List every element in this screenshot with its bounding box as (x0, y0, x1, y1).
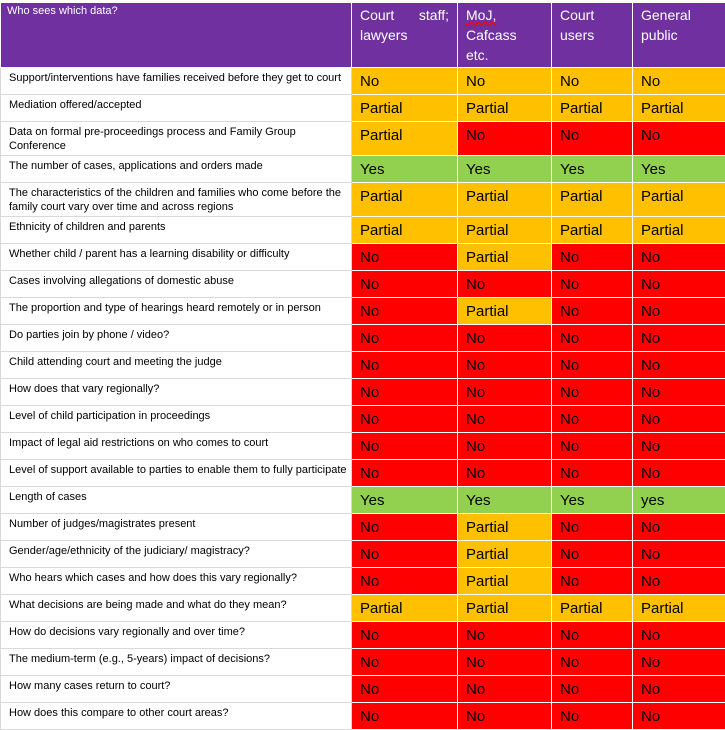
cell-court-users: No (552, 406, 633, 433)
row-question: Do parties join by phone / video? (1, 325, 352, 352)
cell-court-staff-lawyers: No (352, 406, 458, 433)
header-general-public: General public (633, 3, 725, 68)
table-row (1, 649, 725, 676)
row-question: The proportion and type of hearings heard remotely or in person (1, 298, 352, 325)
cell-general-public: No (633, 622, 725, 649)
table-row (1, 433, 725, 460)
cell-general-public: Partial (633, 183, 725, 217)
cell-court-users: Yes (552, 156, 633, 183)
cell-moj-cafcass: Partial (458, 95, 552, 122)
row-question: Level of child participation in proceedings (1, 406, 352, 433)
table-row (1, 68, 725, 95)
row-question: Who hears which cases and how does this vary regionally? (1, 568, 352, 595)
cell-court-staff-lawyers: No (352, 271, 458, 298)
cell-court-staff-lawyers: No (352, 514, 458, 541)
header-court-users: Court users (552, 3, 633, 68)
cell-general-public: No (633, 271, 725, 298)
header-court-staff-lawyers: Court staff; lawyers (352, 3, 458, 68)
cell-court-users: No (552, 68, 633, 95)
table-row (1, 703, 725, 730)
row-question: Child attending court and meeting the judge (1, 352, 352, 379)
cell-moj-cafcass: No (458, 406, 552, 433)
cell-general-public: No (633, 352, 725, 379)
cell-court-users: No (552, 568, 633, 595)
cell-moj-cafcass: No (458, 622, 552, 649)
cell-court-users: No (552, 433, 633, 460)
cell-moj-cafcass: No (458, 433, 552, 460)
row-question: Ethnicity of children and parents (1, 217, 352, 244)
row-question: Whether child / parent has a learning disability or difficulty (1, 244, 352, 271)
cell-court-users: No (552, 298, 633, 325)
row-question: The medium-term (e.g., 5-years) impact of decisions? (1, 649, 352, 676)
table-row (1, 379, 725, 406)
cell-court-staff-lawyers: Partial (352, 595, 458, 622)
row-question: The characteristics of the children and families who come before the family court vary over time and across regions (1, 183, 352, 217)
table-row (1, 325, 725, 352)
table-row (1, 298, 725, 325)
cell-court-users: Partial (552, 217, 633, 244)
cell-court-staff-lawyers: Yes (352, 156, 458, 183)
cell-general-public: No (633, 325, 725, 352)
table-row (1, 352, 725, 379)
row-question: Number of judges/magistrates present (1, 514, 352, 541)
table-row (1, 568, 725, 595)
row-question: Level of support available to parties to enable them to fully participate (1, 460, 352, 487)
cell-court-users: No (552, 676, 633, 703)
cell-court-staff-lawyers: Partial (352, 183, 458, 217)
cell-general-public: No (633, 514, 725, 541)
cell-general-public: No (633, 568, 725, 595)
cell-court-users: No (552, 379, 633, 406)
cell-court-staff-lawyers: No (352, 325, 458, 352)
cell-general-public: No (633, 406, 725, 433)
cell-general-public: Partial (633, 95, 725, 122)
cell-court-users: No (552, 244, 633, 271)
row-question: The number of cases, applications and orders made (1, 156, 352, 183)
cell-general-public: No (633, 703, 725, 730)
cell-court-staff-lawyers: No (352, 541, 458, 568)
cell-court-staff-lawyers: Yes (352, 487, 458, 514)
cell-court-users: No (552, 514, 633, 541)
cell-general-public: No (633, 460, 725, 487)
cell-court-staff-lawyers: No (352, 460, 458, 487)
cell-general-public: Partial (633, 217, 725, 244)
cell-moj-cafcass: No (458, 676, 552, 703)
cell-moj-cafcass: No (458, 68, 552, 95)
cell-court-staff-lawyers: No (352, 352, 458, 379)
cell-general-public: No (633, 433, 725, 460)
cell-court-users: Yes (552, 487, 633, 514)
cell-moj-cafcass: Partial (458, 514, 552, 541)
row-question: Gender/age/ethnicity of the judiciary/ magistracy? (1, 541, 352, 568)
cell-moj-cafcass: No (458, 703, 552, 730)
table-row (1, 487, 725, 514)
cell-general-public: No (633, 68, 725, 95)
cell-general-public: yes (633, 487, 725, 514)
cell-moj-cafcass: Partial (458, 298, 552, 325)
cell-moj-cafcass: No (458, 122, 552, 156)
cell-general-public: No (633, 122, 725, 156)
cell-moj-cafcass: Yes (458, 487, 552, 514)
cell-court-staff-lawyers: No (352, 649, 458, 676)
table-row (1, 183, 725, 217)
header-row (1, 3, 725, 68)
row-question: How do decisions vary regionally and over time? (1, 622, 352, 649)
table-row (1, 541, 725, 568)
row-question: Data on formal pre-proceedings process and Family Group Conference (1, 122, 352, 156)
cell-court-staff-lawyers: No (352, 244, 458, 271)
cell-moj-cafcass: Partial (458, 541, 552, 568)
row-question: How does that vary regionally? (1, 379, 352, 406)
cell-court-users: Partial (552, 183, 633, 217)
cell-general-public: No (633, 298, 725, 325)
cell-court-staff-lawyers: No (352, 298, 458, 325)
table-row (1, 514, 725, 541)
cell-general-public: Partial (633, 595, 725, 622)
cell-court-staff-lawyers: No (352, 68, 458, 95)
row-question: Cases involving allegations of domestic abuse (1, 271, 352, 298)
cell-court-staff-lawyers: No (352, 568, 458, 595)
cell-general-public: No (633, 649, 725, 676)
cell-court-users: No (552, 622, 633, 649)
row-question: How does this compare to other court areas? (1, 703, 352, 730)
cell-court-staff-lawyers: No (352, 433, 458, 460)
cell-court-staff-lawyers: No (352, 676, 458, 703)
cell-court-users: No (552, 271, 633, 298)
cell-court-users: No (552, 649, 633, 676)
cell-general-public: No (633, 379, 725, 406)
cell-court-staff-lawyers: No (352, 379, 458, 406)
row-question: What decisions are being made and what do they mean? (1, 595, 352, 622)
cell-moj-cafcass: Partial (458, 183, 552, 217)
cell-court-staff-lawyers: No (352, 703, 458, 730)
table-row (1, 271, 725, 298)
cell-moj-cafcass: Partial (458, 595, 552, 622)
cell-court-staff-lawyers: Partial (352, 122, 458, 156)
cell-moj-cafcass: Partial (458, 244, 552, 271)
header-question: Who sees which data? (1, 3, 352, 68)
cell-general-public: No (633, 244, 725, 271)
table-row (1, 217, 725, 244)
table-row (1, 156, 725, 183)
row-question: Impact of legal aid restrictions on who comes to court (1, 433, 352, 460)
table-row (1, 406, 725, 433)
cell-court-staff-lawyers: Partial (352, 217, 458, 244)
cell-court-users: No (552, 122, 633, 156)
table-row (1, 460, 725, 487)
cell-moj-cafcass: No (458, 460, 552, 487)
cell-general-public: No (633, 541, 725, 568)
row-question: Support/interventions have families received before they get to court (1, 68, 352, 95)
cell-court-staff-lawyers: No (352, 622, 458, 649)
cell-moj-cafcass: Partial (458, 217, 552, 244)
cell-court-users: Partial (552, 595, 633, 622)
row-question: Mediation offered/accepted (1, 95, 352, 122)
cell-court-users: No (552, 703, 633, 730)
data-access-table (0, 2, 725, 730)
table-row (1, 622, 725, 649)
row-question: Length of cases (1, 487, 352, 514)
cell-moj-cafcass: No (458, 379, 552, 406)
cell-court-users: No (552, 325, 633, 352)
table-row (1, 676, 725, 703)
cell-court-users: No (552, 541, 633, 568)
cell-moj-cafcass: Yes (458, 156, 552, 183)
cell-court-users: Partial (552, 95, 633, 122)
cell-moj-cafcass: No (458, 325, 552, 352)
cell-court-users: No (552, 352, 633, 379)
header-moj-cafcass: MoJ, Cafcass etc. (458, 3, 552, 68)
table-row (1, 244, 725, 271)
cell-general-public: No (633, 676, 725, 703)
table-row (1, 595, 725, 622)
table-row (1, 95, 725, 122)
table-row (1, 122, 725, 156)
cell-general-public: Yes (633, 156, 725, 183)
cell-moj-cafcass: No (458, 352, 552, 379)
table-body (1, 68, 725, 730)
row-question: How many cases return to court? (1, 676, 352, 703)
cell-moj-cafcass: Partial (458, 568, 552, 595)
cell-moj-cafcass: No (458, 649, 552, 676)
cell-court-users: No (552, 460, 633, 487)
cell-moj-cafcass: No (458, 271, 552, 298)
cell-court-staff-lawyers: Partial (352, 95, 458, 122)
